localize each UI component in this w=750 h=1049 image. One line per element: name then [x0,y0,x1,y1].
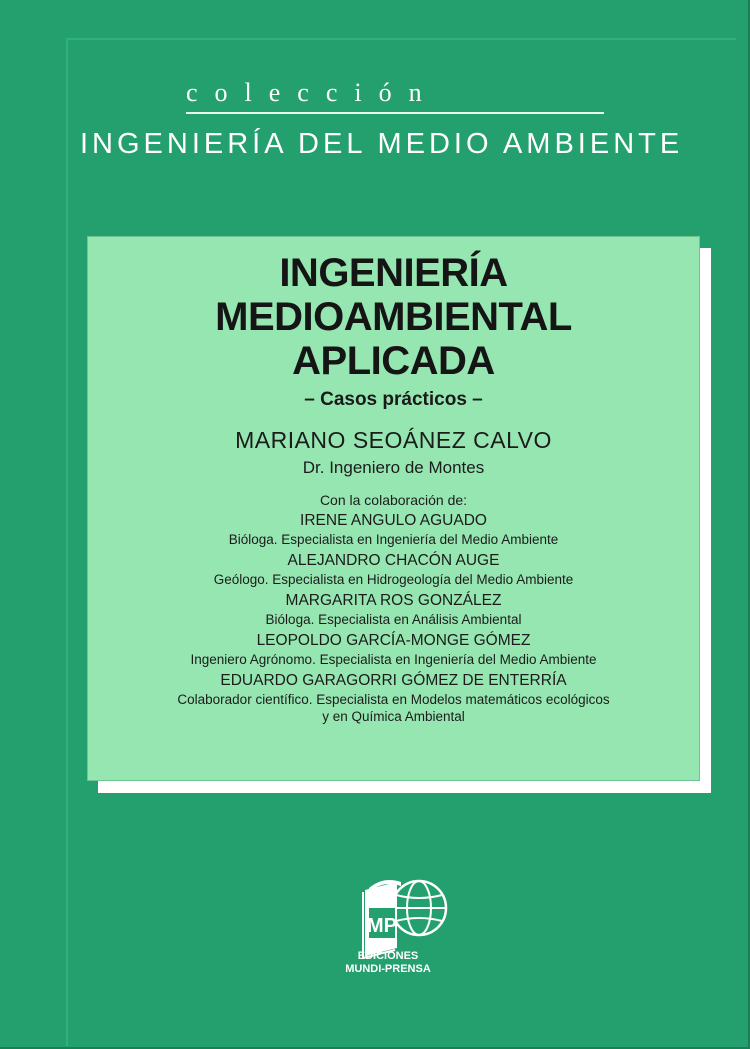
book-title-line: APLICADA [292,339,495,383]
author-name: MARIANO SEOÁNEZ CALVO [235,427,552,453]
publisher-name [318,950,458,976]
collaborator-entry [88,631,699,668]
collaborator-description: Bióloga. Especialista en Análisis Ambiental [265,612,522,627]
series-label: colección [186,78,439,107]
publisher-line: MUNDI-PRENSA [345,963,431,975]
logo-letters: MP [367,915,397,937]
series-divider [186,112,604,114]
publisher-line: EDICIONES [357,950,419,962]
book-title-line: MEDIOAMBIENTAL [215,295,572,339]
collaborator-description: Colaborador científico. Especialista en Modelos matemáticos ecológicos [177,692,610,707]
collaborator-entry [88,551,699,588]
collaborator-entry [88,511,699,548]
book-title-line: INGENIERÍA [279,251,508,295]
collaborator-description: Geólogo. Especialista en Hidrogeología del Medio Ambiente [213,572,574,587]
collaborator-description: y en Química Ambiental [322,709,465,724]
collaborator-entry [88,671,699,725]
collaborator-name: MARGARITA ROS GONZÁLEZ [285,592,502,609]
collaborator-name: LEOPOLDO GARCÍA-MONGE GÓMEZ [256,632,531,649]
series-name: INGENIERÍA DEL MEDIO AMBIENTE [80,128,684,160]
collaboration-intro: Con la colaboración de: [319,492,468,508]
title-panel [87,236,700,781]
book-subtitle: – Casos prácticos – [304,389,483,410]
author-role: Dr. Ingeniero de Montes [302,458,485,477]
collaborator-name: IRENE ANGULO AGUADO [300,512,487,529]
collaborator-name: ALEJANDRO CHACÓN AUGE [287,552,500,569]
book-title [88,251,699,383]
collaborator-description: Ingeniero Agrónomo. Especialista en Ingeniería del Medio Ambiente [190,652,597,667]
collaborator-entry [88,591,699,628]
collaborator-name: EDUARDO GARAGORRI GÓMEZ DE ENTERRÍA [220,672,567,689]
collaborator-description: Bióloga. Especialista en Ingeniería del Medio Ambiente [228,532,559,547]
